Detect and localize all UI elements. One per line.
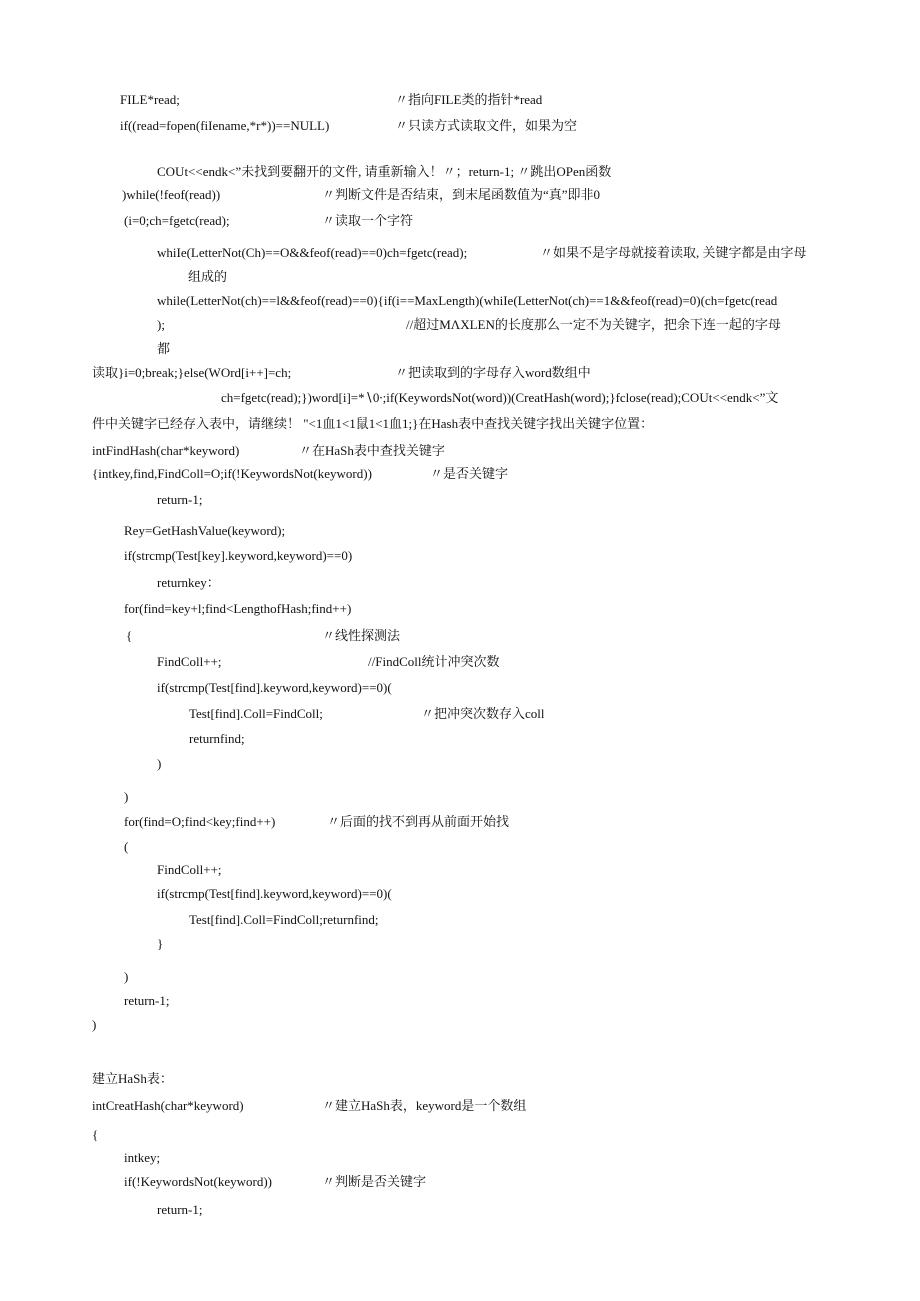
- code-comment: 〃只读方式读取文件，如果为空: [395, 118, 578, 133]
- code-line: (: [124, 839, 129, 854]
- code-line: Test[find].Coll=FindColl;returnfind;: [189, 912, 379, 927]
- code-line: Test[find].Coll=FindColl;: [189, 706, 323, 721]
- code-line: 件中关键字已经存入表中，请继续！ "<1血1<1鼠1<1血1;}在Hash表中查找关键字找出关键字位置：: [92, 416, 654, 431]
- code-line: return-1;: [124, 993, 170, 1008]
- code-line: ): [92, 1017, 97, 1032]
- code-comment: 〃线性探测法: [322, 628, 401, 643]
- code-line: returnkey：: [157, 575, 220, 590]
- code-comment: 〃把冲突次数存入coll: [421, 706, 545, 721]
- code-comment: //FindColl统计冲突次数: [368, 654, 500, 669]
- code-comment: 〃指向FILE类的指针*read: [395, 92, 543, 107]
- code-line: for(find=O;find<key;find++): [124, 814, 276, 829]
- code-line: Rey=GetHashValue(keyword);: [124, 523, 286, 538]
- section-heading: 建立HaSh表：: [92, 1071, 173, 1086]
- code-line: FindColl++;: [157, 654, 222, 669]
- code-line: if(strcmp(Test[find].keyword,keyword)==0)(: [157, 886, 392, 901]
- code-comment: 〃是否关键字: [430, 466, 509, 481]
- code-line: FindColl++;: [157, 862, 222, 877]
- code-line: returnfind;: [189, 731, 245, 746]
- code-line: }: [157, 936, 164, 951]
- code-comment: 〃判断是否关键字: [322, 1174, 427, 1189]
- code-comment: 〃在HaSh表中查找关键字: [299, 443, 445, 458]
- code-line: ch=fgetc(read);})word[i]=*∖0∙;if(KeywordsNot(word))(CreatHash(word);}fclose(read);COUt<<endk<”文: [221, 390, 779, 405]
- code-line: for(find=key+l;find<LengthofHash;find++): [124, 601, 352, 616]
- code-line: ): [124, 969, 129, 984]
- code-comment: 〃把读取到的字母存入word数组中: [395, 365, 591, 380]
- code-line: if(strcmp(Test[key].keyword,keyword)==0): [124, 548, 353, 563]
- code-line: ): [157, 756, 162, 771]
- code-comment: 〃如果不是字母就接着读取, 关键字都是由字母: [540, 245, 807, 260]
- code-line: {: [126, 628, 133, 643]
- code-line: FILE*read;: [120, 92, 180, 107]
- code-comment: //超过MΛXLEN的长度那么一定不为关键字，把余下连一起的字母: [406, 317, 781, 332]
- code-line: ): [124, 789, 129, 804]
- code-comment: 〃建立HaSh表，keyword是一个数组: [322, 1098, 527, 1113]
- code-comment: 组成的: [188, 269, 228, 284]
- code-line: whiIe(LetterNot(Ch)==O&&feof(read)==0)ch=fgetc(read);: [157, 245, 468, 260]
- code-line: if(strcmp(Test[find].keyword,keyword)==0)(: [157, 680, 392, 695]
- code-line: while(LetterNot(ch)==l&&feof(read)==0){if(i==MaxLength)(whiIe(LetterNot(ch)==1&&feof(read)=0)(ch=fgetc(read: [157, 293, 778, 308]
- code-line: intkey;: [124, 1150, 161, 1165]
- code-line: if(!KeywordsNot(keyword)): [124, 1174, 273, 1189]
- code-line: return-1;: [157, 1202, 203, 1217]
- code-line: )while(!feof(read)): [122, 187, 221, 202]
- code-line: {: [92, 1127, 99, 1142]
- code-line: );: [157, 317, 165, 332]
- code-line: if((read=fopen(fiIename,*r*))==NULL): [120, 118, 330, 133]
- code-comment: 都: [157, 341, 171, 356]
- code-line: 读取}i=0;break;}else(WOrd[i++]=ch;: [92, 365, 292, 380]
- code-line: {intkey,find,FindColl=O;if(!KeywordsNot(keyword)): [92, 466, 372, 481]
- code-comment: 〃判断文件是否结束，到末尾函数值为“真”即非0: [322, 187, 601, 202]
- code-comment: 〃后面的找不到再从前面开始找: [327, 814, 510, 829]
- code-line: return-1;: [157, 492, 203, 507]
- code-comment: 〃读取一个字符: [322, 213, 414, 228]
- code-line: (i=0;ch=fgetc(read);: [124, 213, 230, 228]
- code-line: intCreatHash(char*keyword): [92, 1098, 244, 1113]
- code-line: intFindHash(char*keyword): [92, 443, 240, 458]
- code-line: COUt<<endk<”未找到要翻开的文件, 请重新输入！〃；return-1; 〃跳出OPen函数: [157, 164, 612, 179]
